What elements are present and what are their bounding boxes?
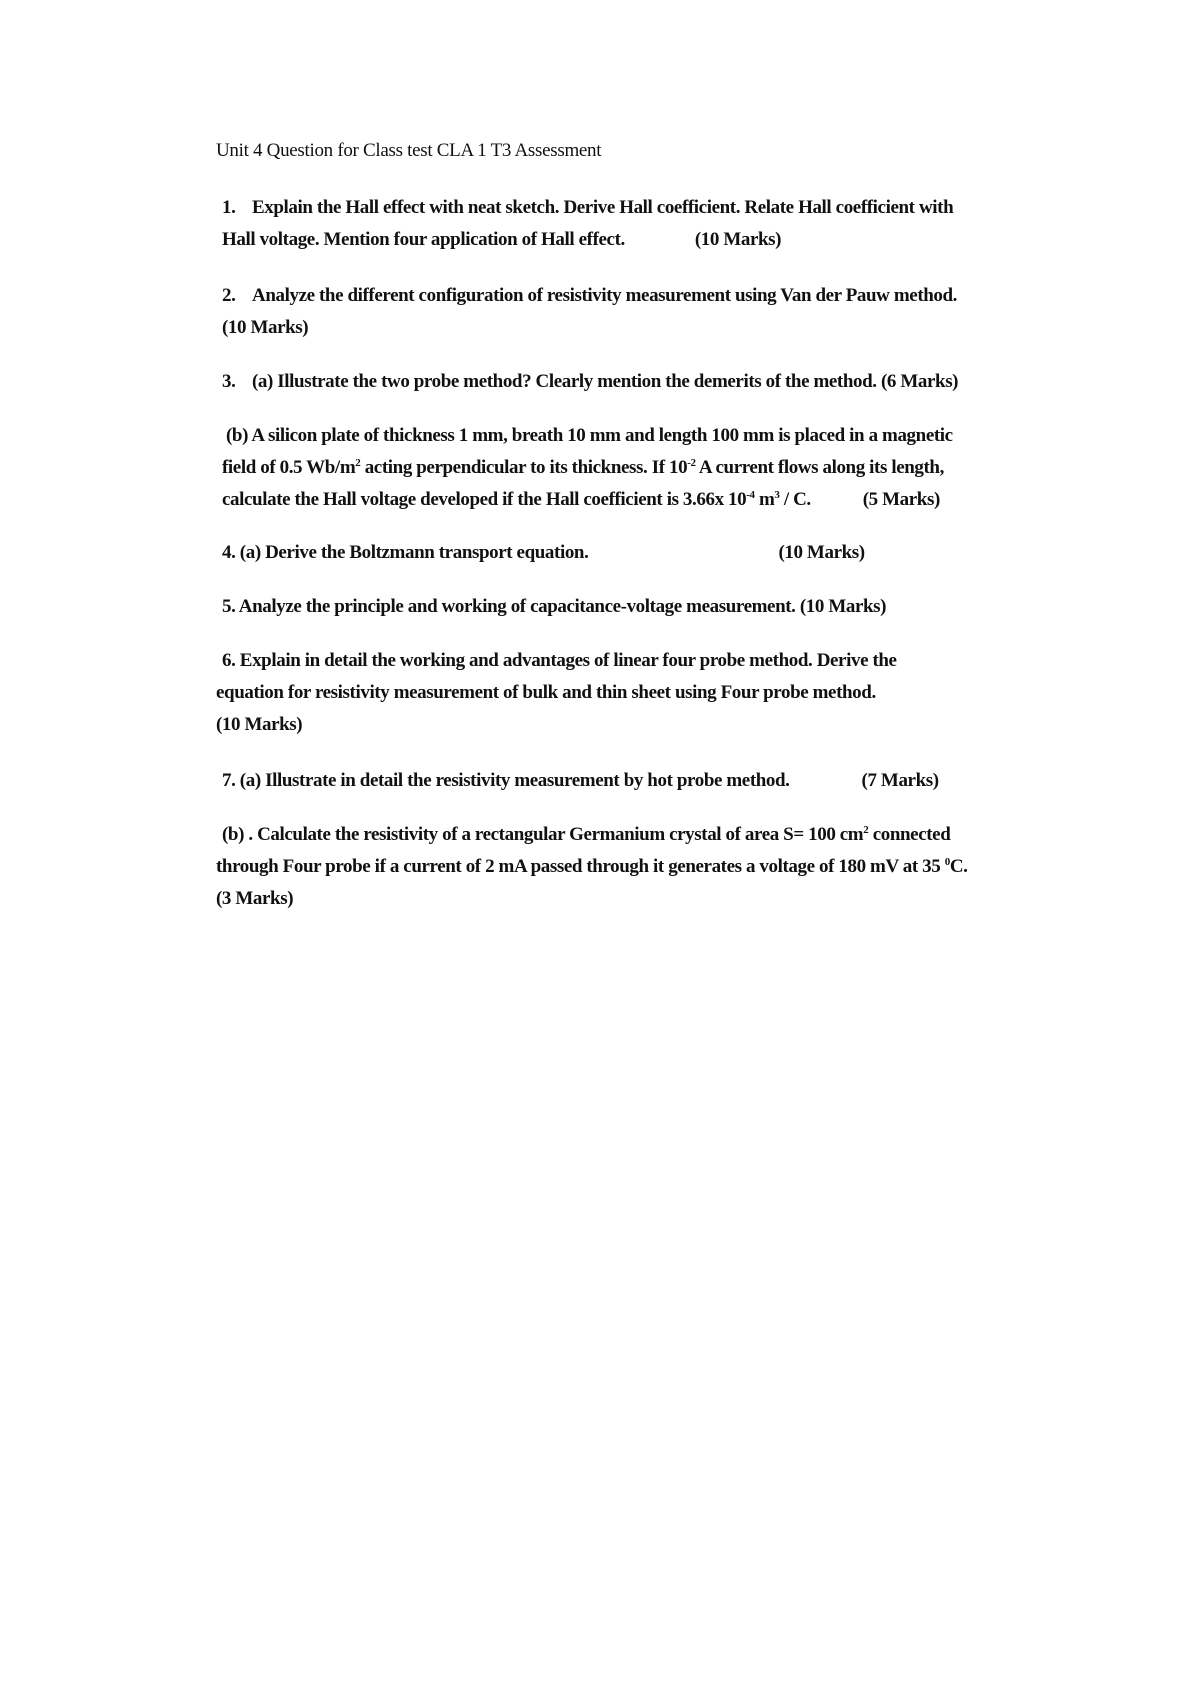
question-7a bbox=[222, 765, 939, 797]
question-7b-marks: (3 Marks) bbox=[216, 888, 294, 909]
question-4-text: 4. (a) Derive the Boltzmann transport equation. bbox=[222, 542, 589, 563]
question-2-line-1 bbox=[222, 280, 957, 312]
question-7a-marks: (7 Marks) bbox=[861, 770, 939, 791]
superscript: -4 bbox=[746, 489, 755, 501]
question-number: 2. bbox=[222, 285, 236, 306]
question-6-line-2: equation for resistivity measurement of bulk and thin sheet using Four probe method. bbox=[216, 682, 876, 703]
question-3b-text: field of 0.5 Wb/m bbox=[222, 457, 356, 478]
question-7b-text: (b) . Calculate the resistivity of a rectangular Germanium crystal of area S= 100 cm bbox=[222, 824, 864, 845]
superscript: -2 bbox=[687, 457, 696, 469]
question-1-text: Explain the Hall effect with neat sketch. Derive Hall coefficient. Relate Hall coefficient with bbox=[252, 197, 954, 218]
question-3b-line-2 bbox=[222, 452, 953, 484]
question-1-line-2 bbox=[222, 224, 953, 256]
question-7b-text: connected bbox=[868, 824, 951, 845]
question-4-line-1 bbox=[222, 537, 865, 569]
question-3b-line-1: (b) A silicon plate of thickness 1 mm, breath 10 mm and length 100 mm is placed in a magnetic bbox=[226, 425, 953, 446]
question-3b bbox=[222, 420, 953, 516]
question-3b-text: calculate the Hall voltage developed if the Hall coefficient is 3.66x 10 bbox=[222, 489, 747, 510]
question-6-line-1: 6. Explain in detail the working and advantages of linear four probe method. Derive the bbox=[222, 650, 897, 671]
question-3b-text: / C. bbox=[779, 489, 811, 510]
question-5-text: 5. Analyze the principle and working of capacitance-voltage measurement. (10 Marks) bbox=[222, 596, 887, 617]
question-3a-line-1 bbox=[222, 366, 958, 398]
question-3a-text: (a) Illustrate the two probe method? Clearly mention the demerits of the method. (6 Marks) bbox=[252, 371, 959, 392]
question-7b-text: C. bbox=[949, 856, 968, 877]
superscript: 0 bbox=[944, 856, 950, 868]
question-6 bbox=[216, 645, 897, 741]
question-3b-text: A current flows along its length, bbox=[695, 457, 944, 478]
question-2-marks: (10 Marks) bbox=[222, 317, 309, 338]
question-6-marks: (10 Marks) bbox=[216, 714, 303, 735]
superscript: 2 bbox=[355, 457, 361, 469]
question-2 bbox=[222, 280, 957, 344]
question-7a-line-1 bbox=[222, 765, 939, 797]
question-1 bbox=[222, 192, 953, 256]
question-number: 3. bbox=[222, 371, 236, 392]
question-7a-text: 7. (a) Illustrate in detail the resistivity measurement by hot probe method. bbox=[222, 770, 790, 791]
question-4 bbox=[222, 537, 865, 569]
question-1-line-1 bbox=[222, 192, 953, 224]
question-number: 1. bbox=[222, 197, 236, 218]
question-4-marks: (10 Marks) bbox=[778, 542, 865, 563]
superscript: 3 bbox=[774, 489, 780, 501]
question-2-text: Analyze the different configuration of resistivity measurement using Van der Pauw method. bbox=[252, 285, 958, 306]
question-3a bbox=[222, 366, 958, 398]
question-3b-line-3 bbox=[222, 484, 953, 516]
question-3b-marks: (5 Marks) bbox=[862, 489, 940, 510]
question-5 bbox=[222, 591, 886, 623]
question-7b bbox=[216, 819, 968, 915]
question-7b-line-1 bbox=[222, 819, 968, 851]
question-3b-text: acting perpendicular to its thickness. If 10 bbox=[360, 457, 688, 478]
question-1-marks: (10 Marks) bbox=[694, 229, 782, 250]
superscript: 2 bbox=[863, 824, 869, 836]
question-3b-text: m bbox=[754, 489, 775, 510]
question-7b-text: through Four probe if a current of 2 mA passed through it generates a voltage of 180 mV at 35 bbox=[216, 856, 945, 877]
question-7b-line-2 bbox=[216, 851, 968, 883]
question-1-text-continued: Hall voltage. Mention four application of Hall effect. bbox=[222, 229, 625, 250]
document-title: Unit 4 Question for Class test CLA 1 T3 Assessment bbox=[216, 140, 602, 161]
